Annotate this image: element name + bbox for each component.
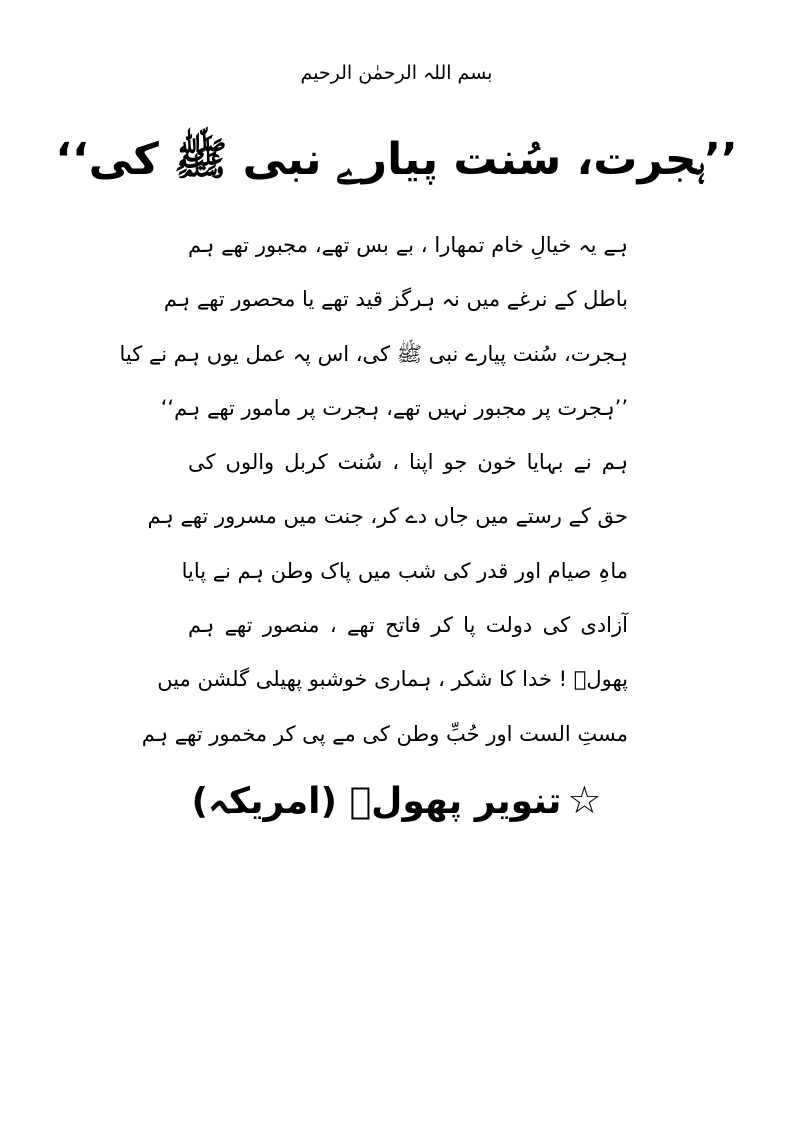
- poet-name: تنویر پھولؔ (امریکہ): [191, 781, 562, 822]
- poem-line-4: ’’ہجرت پر مجبور نہیں تھے، ہجرت پر مامور تھے ہم‘‘: [160, 395, 628, 420]
- poem-line-2: باطل کے نرغے میں نہ ہرگز قید تھے یا محصور تھے ہم: [163, 287, 628, 312]
- star-icon: ☆: [567, 778, 602, 822]
- poem-line-5: ہم نے بہایا خون جو اپنا ، سُنت کربل والوں کی: [188, 450, 628, 475]
- poem-line-8: آزادی کی دولت پا کر فاتح تھے ، منصور تھے ہم: [188, 613, 628, 638]
- poem-line-9: پھولؔ ! خدا کا شکر ، ہماری خوشبو پھیلی گلشن میں: [157, 667, 628, 692]
- poem-line-3: ہجرت، سُنت پیارے نبی ﷺ کی، اس پہ عمل یوں ہم نے کیا: [119, 341, 628, 366]
- bismillah-heading: بسم اللہ الرحمٰن الرحیم: [300, 62, 493, 84]
- poem-line-7: ماہِ صیام اور قدر کی شب میں پاک وطن ہم نے پایا: [181, 558, 628, 583]
- poem-line-10: مستِ الست اور حُبِّ وطن کی مے پی کر مخمور تھے ہم: [141, 721, 628, 746]
- poem-body: [119, 218, 628, 761]
- poem-line-6: حق کے رستے میں جاں دے کر، جنت میں مسرور تھے ہم: [147, 504, 628, 529]
- poet-signature: [0, 768, 793, 834]
- poem-title: ’’ہجرت، سُنت پیارے نبی ﷺ کی‘‘: [55, 134, 738, 185]
- poem-line-1: ہے یہ خیالِ خام تمھارا ، بے بس تھے، مجبور تھے ہم: [188, 233, 628, 257]
